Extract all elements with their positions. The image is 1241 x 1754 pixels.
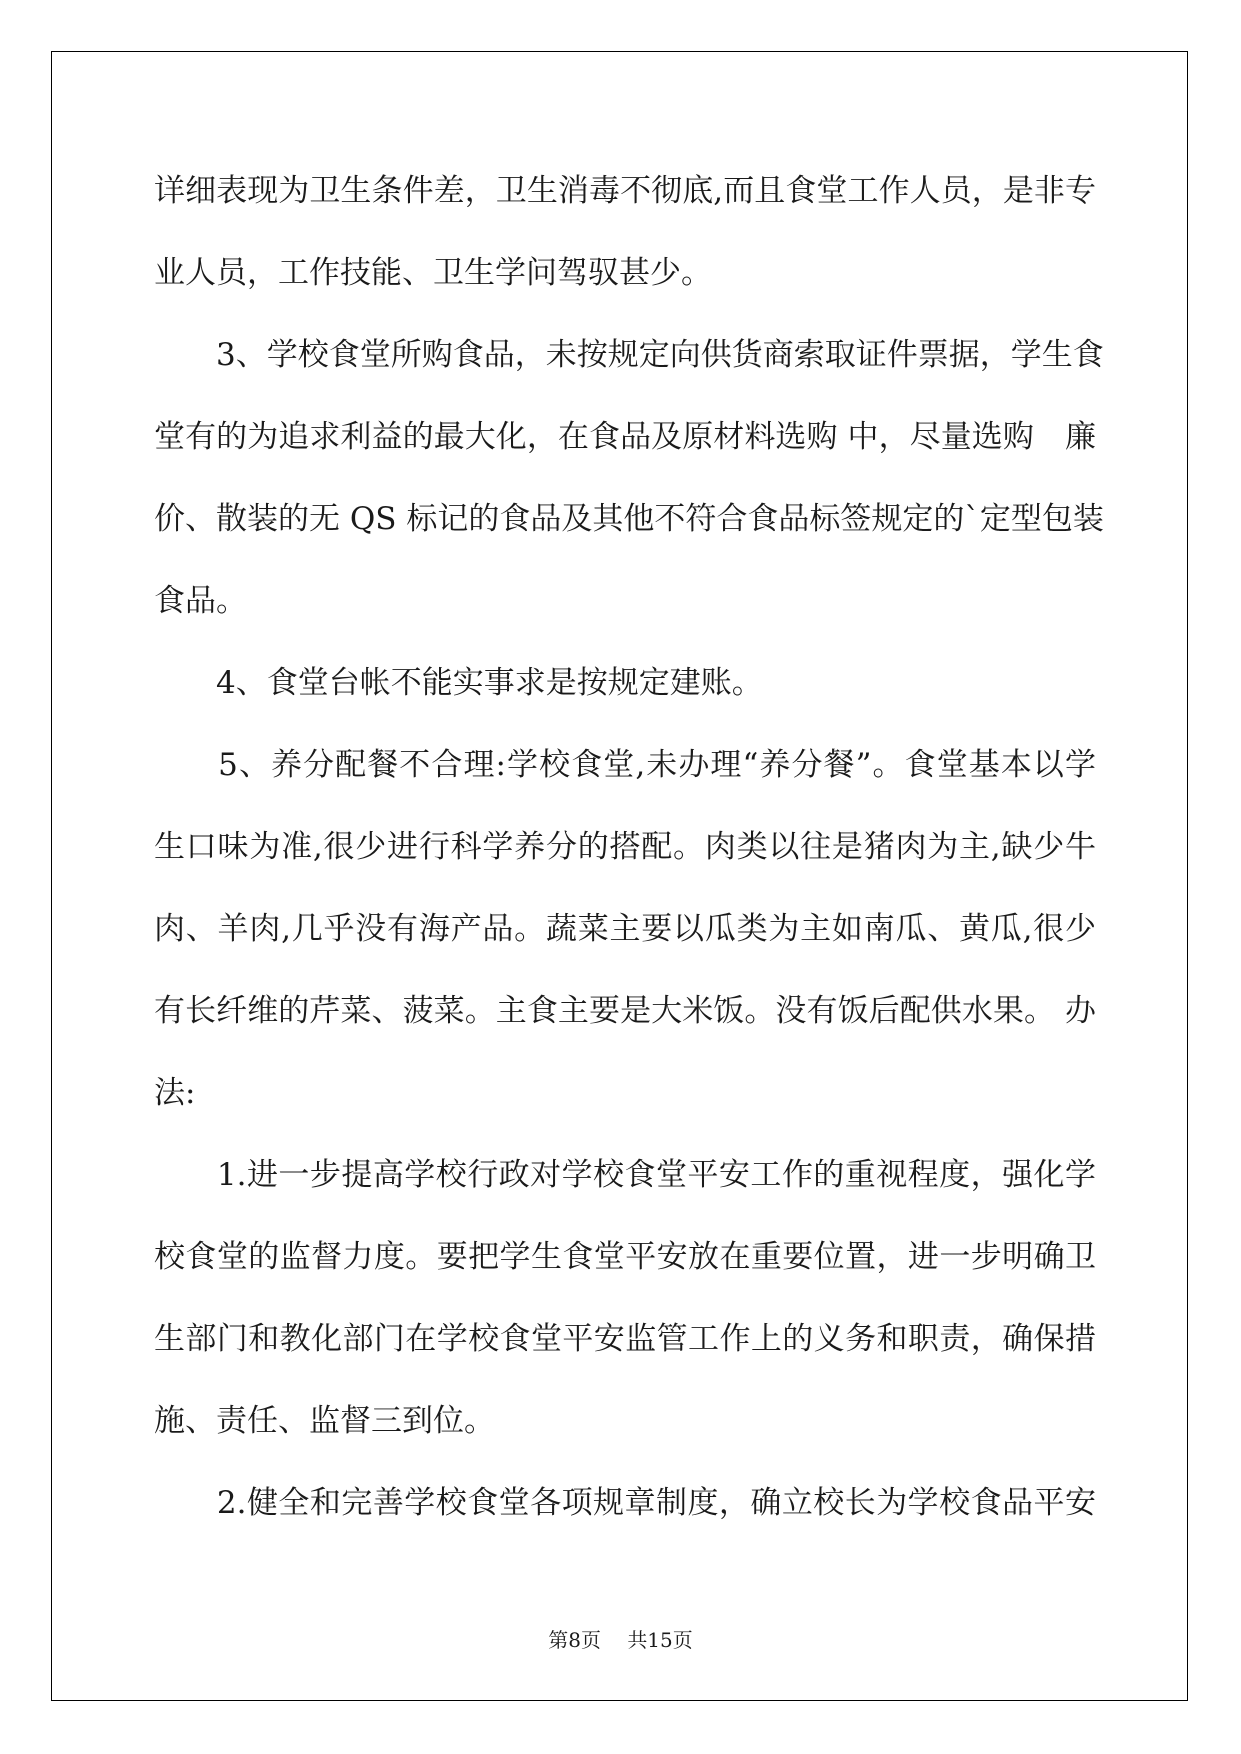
text-line: 生部门和教化部门在学校食堂平安监管工作上的义务和职责，确保措 bbox=[154, 1321, 1096, 1357]
text-line: 1.进一步提高学校行政对学校食堂平安工作的重视程度，强化学 bbox=[154, 1157, 1096, 1193]
text-line: 校食堂的监督力度。要把学生食堂平安放在重要位置，进一步明确卫 bbox=[154, 1239, 1096, 1275]
text-line: 2.健全和完善学校食堂各项规章制度，确立校长为学校食品平安 bbox=[154, 1485, 1096, 1521]
text-line: 生口味为准,很少进行科学养分的搭配。肉类以往是猪肉为主,缺少牛 bbox=[154, 829, 1096, 865]
text-line: 业人员，工作技能、卫生学问驾驭甚少。 bbox=[154, 255, 712, 291]
page-footer bbox=[0, 1624, 1241, 1653]
text-line: 法: bbox=[154, 1075, 196, 1111]
page-number: 第8页 bbox=[548, 1628, 601, 1652]
text-line: 施、责任、监督三到位。 bbox=[154, 1403, 495, 1439]
page-total: 共15页 bbox=[627, 1628, 693, 1652]
text-line: 堂有的为追求利益的最大化，在食品及原材料选购 中，尽量选购 廉 bbox=[154, 419, 1096, 455]
text-line: 4、食堂台帐不能实事求是按规定建账。 bbox=[154, 665, 763, 701]
text-line: 5、养分配餐不合理:学校食堂,未办理“养分餐”。食堂基本以学 bbox=[154, 747, 1096, 783]
text-line: 详细表现为卫生条件差，卫生消毒不彻底,而且食堂工作人员，是非专 bbox=[154, 173, 1096, 209]
text-line: 3、学校食堂所购食品，未按规定向供货商索取证件票据，学生食 bbox=[154, 337, 1104, 373]
text-line: 有长纤维的芹菜、菠菜。主食主要是大米饭。没有饭后配供水果。 办 bbox=[154, 993, 1096, 1029]
text-line: 价、散装的无 QS 标记的食品及其他不符合食品标签规定的`定型包装 bbox=[154, 501, 1104, 537]
document-body bbox=[154, 160, 1104, 1554]
text-line: 肉、羊肉,几乎没有海产品。蔬菜主要以瓜类为主如南瓜、黄瓜,很少 bbox=[154, 911, 1096, 947]
text-line: 食品。 bbox=[154, 583, 247, 619]
